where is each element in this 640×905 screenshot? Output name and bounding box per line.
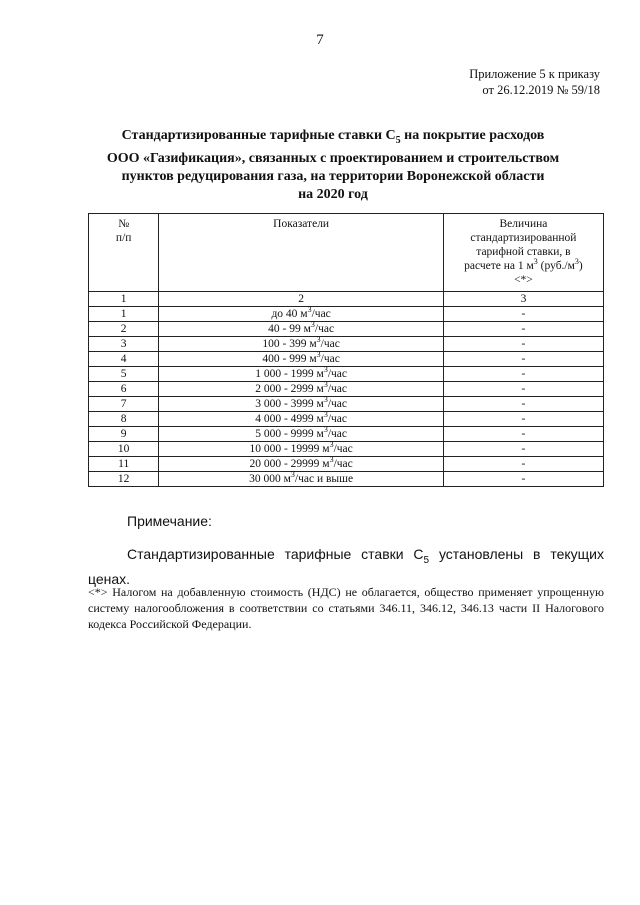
row-number: 8 [89,412,159,427]
table-row [89,352,604,367]
row-indicator: 1 000 - 1999 $м^3$/час [159,367,444,382]
header-number: № п/п [89,214,159,292]
table-row [89,472,604,487]
row-indicator: 400 - 999 $м^3$/час [159,352,444,367]
column-number: 1 [89,292,159,307]
table-row [89,382,604,397]
row-value: - [443,397,603,412]
row-number: 10 [89,442,159,457]
row-number: 2 [89,322,159,337]
appendix-reference [469,66,600,98]
header-value: Величина стандартизированной тарифной ставки, в расчете на 1 $м^3$ $(руб./м^3)$ <*> [443,214,603,292]
row-indicator: 5 000 - 9999 $м^3$/час [159,427,444,442]
table-row [89,442,604,457]
row-indicator: 4 000 - 4999 $м^3$/час [159,412,444,427]
row-number: 5 [89,367,159,382]
row-value: - [443,307,603,322]
row-number: 7 [89,397,159,412]
row-number: 12 [89,472,159,487]
row-indicator: 3 000 - 3999 $м^3$/час [159,397,444,412]
footnote-text: <*> Налогом на добавленную стоимость (НДС) не облагается, общество применяет упрощенную систему налогообложения в соответствии со статьями 346.11, 346.12, 346.13 части II Налогового кодекса Российской Федерации. [88,585,604,631]
table-row [89,337,604,352]
column-number: 3 [443,292,603,307]
row-number: 1 [89,307,159,322]
row-indicator: до 40 $м^3$/час [159,307,444,322]
row-number: 3 [89,337,159,352]
row-number: 4 [89,352,159,367]
row-value: - [443,472,603,487]
table-row [89,307,604,322]
title-line-3: пунктов редуцирования газа, на территории Воронежской области [121,168,545,184]
appendix-line-2: от 26.12.2019 № 59/18 [482,83,600,97]
column-number: 2 [159,292,444,307]
row-value: - [443,427,603,442]
row-indicator: 10 000 - 19999 $м^3$/час [159,442,444,457]
row-number: 11 [89,457,159,472]
row-indicator: 20 000 - 29999 $м^3$/час [159,457,444,472]
row-indicator: 100 - 399 $м^3$/час [159,337,444,352]
table-header-row [89,214,604,292]
row-indicator: 30 000 $м^3$/час и выше [159,472,444,487]
note-main-text: Стандартизированные тарифные ставки $С_5$ установлены в текущих ценах. [88,546,604,587]
table-row [89,397,604,412]
table-row [89,322,604,337]
title-line-2: ООО «Газификация», связанных с проектированием и строительством [106,150,560,166]
column-number-row [89,292,604,307]
row-value: - [443,457,603,472]
row-value: - [443,352,603,367]
row-value: - [443,367,603,382]
row-indicator: 40 - 99 $м^3$/час [159,322,444,337]
title-line-1: Стандартизированные тарифные ставки $С_5$ на покрытие расходов [121,128,545,146]
document-title [88,127,578,204]
page-number: 7 [316,32,324,48]
table-row [89,457,604,472]
row-value: - [443,337,603,352]
header-indicators: Показатели [159,214,444,292]
table-row [89,367,604,382]
appendix-line-1: Приложение 5 к приказу [469,67,600,81]
row-value: - [443,322,603,337]
row-number: 6 [89,382,159,397]
row-value: - [443,442,603,457]
note-heading: Примечание: [127,513,212,529]
row-value: - [443,412,603,427]
table-row [89,427,604,442]
title-line-4: на 2020 год [298,186,368,202]
row-value: - [443,382,603,397]
row-indicator: 2 000 - 2999 $м^3$/час [159,382,444,397]
tariff-table [88,213,604,487]
table-row [89,412,604,427]
row-number: 9 [89,427,159,442]
